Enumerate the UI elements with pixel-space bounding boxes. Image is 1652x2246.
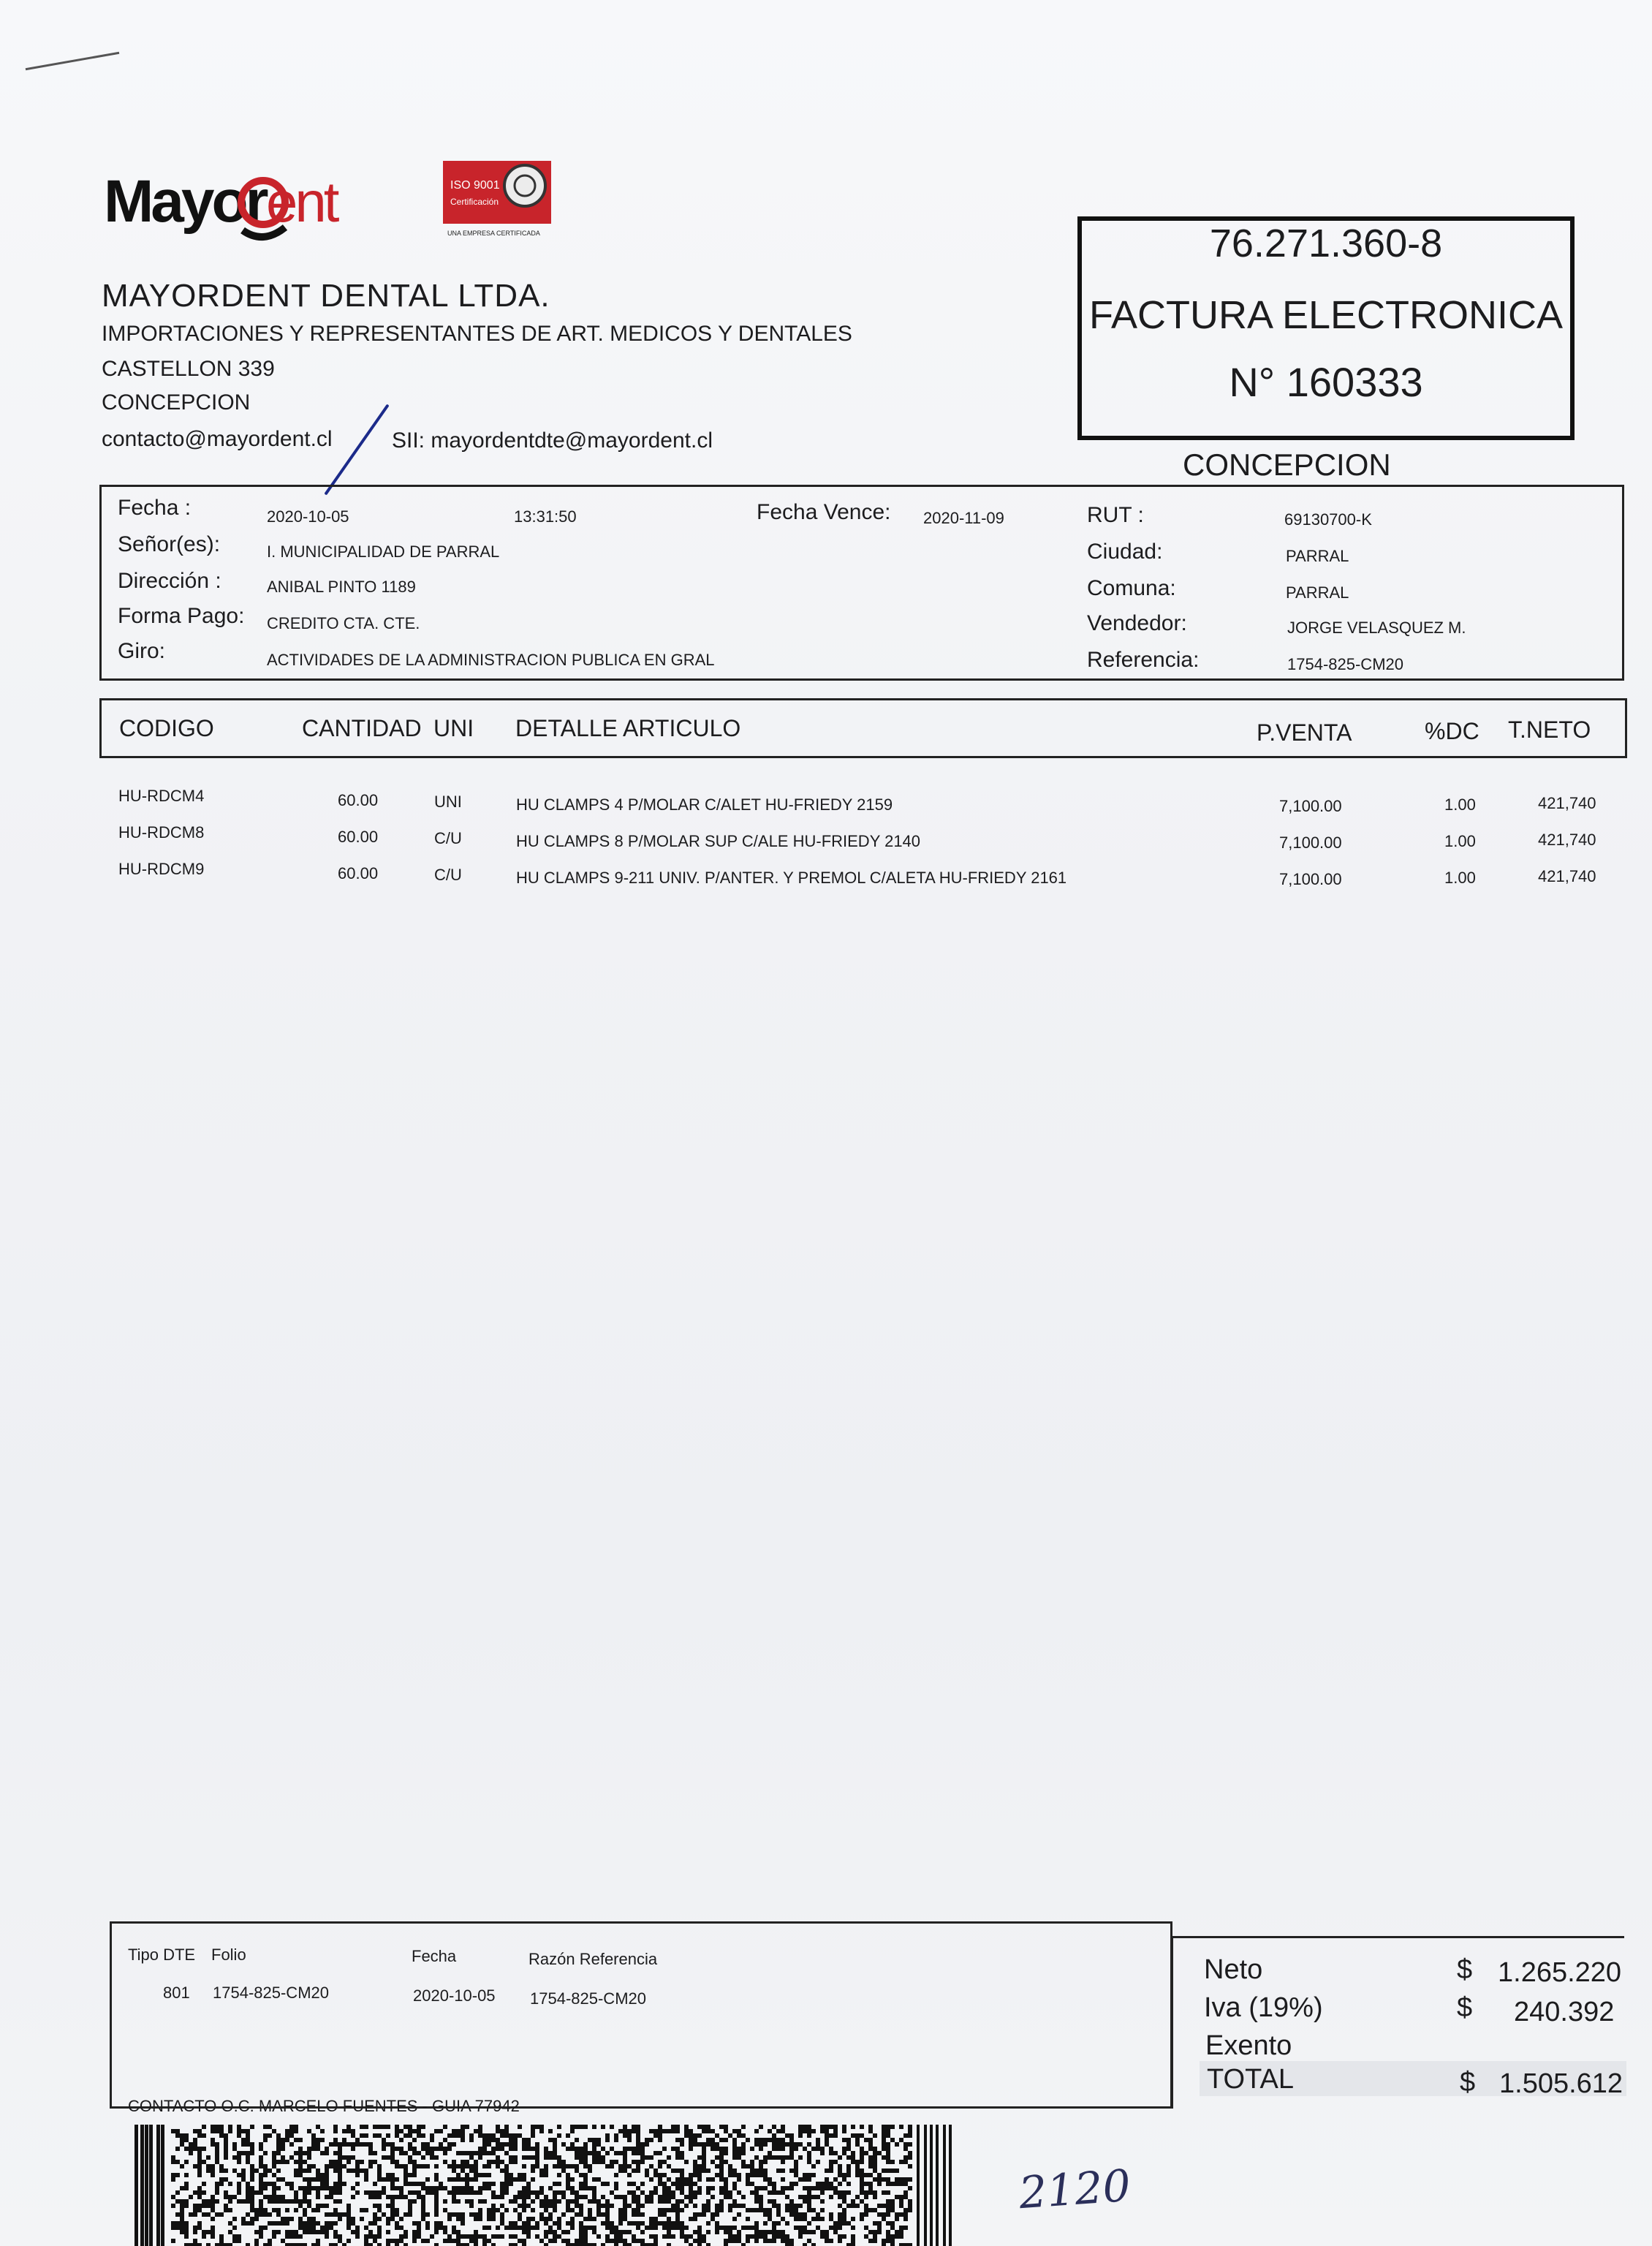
iva-currency: $ xyxy=(1457,1992,1473,2023)
company-email: contacto@mayordent.cl xyxy=(102,427,333,451)
document-number: N° 160333 xyxy=(1229,359,1423,405)
senores-value: I. MUNICIPALIDAD DE PARRAL xyxy=(267,542,500,561)
item-dc: 1.00 xyxy=(1444,795,1476,814)
direccion-label: Dirección : xyxy=(118,569,221,593)
issuer-rut: 76.271.360-8 xyxy=(1209,222,1443,265)
total-label: TOTAL xyxy=(1207,2064,1294,2095)
item-codigo: HU-RDCM8 xyxy=(118,823,205,842)
total-currency: $ xyxy=(1460,2067,1476,2098)
neto-value: 1.265.220 xyxy=(1498,1957,1622,1988)
contact-note: CONTACTO O.C. MARCELO FUENTES - GUIA 77942 xyxy=(128,2097,520,2115)
forma-pago-value: CREDITO CTA. CTE. xyxy=(267,614,420,632)
item-uni: C/U xyxy=(434,866,462,884)
table-row xyxy=(0,860,1652,889)
comuna-value: PARRAL xyxy=(1286,583,1349,602)
item-cantidad: 60.00 xyxy=(338,828,379,846)
item-uni: C/U xyxy=(434,829,462,847)
direccion-value: ANIBAL PINTO 1189 xyxy=(267,578,416,596)
company-address: CASTELLON 339 xyxy=(102,357,275,381)
comuna-label: Comuna: xyxy=(1087,576,1176,600)
col-codigo: CODIGO xyxy=(119,715,214,741)
vendedor-label: Vendedor: xyxy=(1087,611,1187,635)
referencia-value: 1754-825-CM20 xyxy=(1287,655,1403,673)
customer-info-box xyxy=(99,485,1624,681)
document-id-box xyxy=(1077,216,1575,440)
item-tneto: 421,740 xyxy=(1538,867,1596,885)
svg-text:Certificación: Certificación xyxy=(450,197,499,207)
giro-label: Giro: xyxy=(118,639,166,663)
table-row xyxy=(0,823,1652,852)
ref-razon-label: Razón Referencia xyxy=(528,1950,658,1968)
ref-fecha-value: 2020-10-05 xyxy=(413,1986,496,2005)
item-detalle: HU CLAMPS 4 P/MOLAR C/ALET HU-FRIEDY 2159 xyxy=(516,795,893,814)
document-office: CONCEPCION xyxy=(1183,447,1391,482)
col-dc: %DC xyxy=(1425,718,1479,744)
rut-label: RUT : xyxy=(1087,503,1144,527)
handwritten-note: 2120 xyxy=(1017,2160,1132,2220)
mayordent-logo-graphic xyxy=(104,157,352,252)
company-business: IMPORTACIONES Y REPRESENTANTES DE ART. MEDICOS Y DENTALES xyxy=(102,322,852,346)
total-value: 1.505.612 xyxy=(1499,2068,1623,2099)
forma-pago-label: Forma Pago: xyxy=(118,604,245,628)
svg-text:UNA EMPRESA CERTIFICADA: UNA EMPRESA CERTIFICADA xyxy=(447,230,540,237)
pdf417-barcode xyxy=(134,2125,953,2246)
item-dc: 1.00 xyxy=(1444,832,1476,850)
ref-folio-value: 1754-825-CM20 xyxy=(213,1984,329,2002)
item-dc: 1.00 xyxy=(1444,869,1476,887)
document-type: FACTURA ELECTRONICA xyxy=(1088,293,1564,337)
item-pventa: 7,100.00 xyxy=(1279,797,1342,815)
item-pventa: 7,100.00 xyxy=(1279,833,1342,852)
item-codigo: HU-RDCM9 xyxy=(118,860,205,878)
references-box xyxy=(110,1921,1172,2109)
col-detalle: DETALLE ARTICULO xyxy=(515,715,741,741)
col-tneto: T.NETO xyxy=(1508,716,1591,743)
svg-text:ent: ent xyxy=(266,170,337,234)
item-tneto: 421,740 xyxy=(1538,831,1596,849)
hora-value: 13:31:50 xyxy=(514,507,577,526)
iva-value: 240.392 xyxy=(1514,1997,1615,2027)
item-detalle: HU CLAMPS 8 P/MOLAR SUP C/ALE HU-FRIEDY 2140 xyxy=(516,832,921,850)
pencil-mark xyxy=(26,52,120,71)
senores-label: Señor(es): xyxy=(118,532,221,556)
giro-value: ACTIVIDADES DE LA ADMINISTRACION PUBLICA EN GRAL xyxy=(267,651,715,669)
ref-folio-label: Folio xyxy=(211,1946,246,1964)
item-detalle: HU CLAMPS 9-211 UNIV. P/ANTER. Y PREMOL C/ALETA HU-FRIEDY 2161 xyxy=(516,869,1067,887)
col-cantidad: CANTIDAD xyxy=(302,715,422,741)
col-uni: UNI xyxy=(433,715,474,741)
ref-tipo-value: 801 xyxy=(163,1984,190,2002)
ref-fecha-label: Fecha xyxy=(412,1947,457,1965)
company-name: MAYORDENT DENTAL LTDA. xyxy=(102,278,550,314)
ciudad-value: PARRAL xyxy=(1286,547,1349,565)
item-pventa: 7,100.00 xyxy=(1279,870,1342,888)
vence-label: Fecha Vence: xyxy=(757,500,891,524)
svg-text:Mayor: Mayor xyxy=(104,168,266,235)
col-pventa: P.VENTA xyxy=(1257,719,1352,746)
mayordent-logo xyxy=(104,157,352,252)
iva-label: Iva (19%) xyxy=(1204,1992,1323,2023)
item-uni: UNI xyxy=(434,793,462,811)
sii-email: SII: mayordentdte@mayordent.cl xyxy=(392,428,713,453)
referencia-label: Referencia: xyxy=(1087,648,1200,672)
ref-razon-value: 1754-825-CM20 xyxy=(530,1989,646,2008)
rut-value: 69130700-K xyxy=(1284,510,1372,529)
ref-tipo-label: Tipo DTE xyxy=(128,1946,196,1964)
vendedor-value: JORGE VELASQUEZ M. xyxy=(1287,619,1466,637)
item-tneto: 421,740 xyxy=(1538,794,1596,812)
iso-certification-badge xyxy=(440,154,554,245)
fecha-value: 2020-10-05 xyxy=(267,507,349,526)
ciudad-label: Ciudad: xyxy=(1087,540,1163,564)
pen-stroke xyxy=(324,404,389,495)
fecha-label: Fecha : xyxy=(118,496,192,520)
vence-value: 2020-11-09 xyxy=(923,509,1004,527)
totals-box xyxy=(1171,1936,1624,2109)
item-cantidad: 60.00 xyxy=(338,864,379,882)
neto-label: Neto xyxy=(1204,1954,1263,1985)
item-codigo: HU-RDCM4 xyxy=(118,787,205,805)
table-row xyxy=(0,787,1652,816)
exento-label: Exento xyxy=(1205,2030,1292,2061)
company-city: CONCEPCION xyxy=(102,390,251,415)
items-header xyxy=(99,698,1627,758)
item-cantidad: 60.00 xyxy=(338,791,379,809)
neto-currency: $ xyxy=(1457,1954,1473,1985)
svg-text:ISO 9001: ISO 9001 xyxy=(450,179,500,192)
